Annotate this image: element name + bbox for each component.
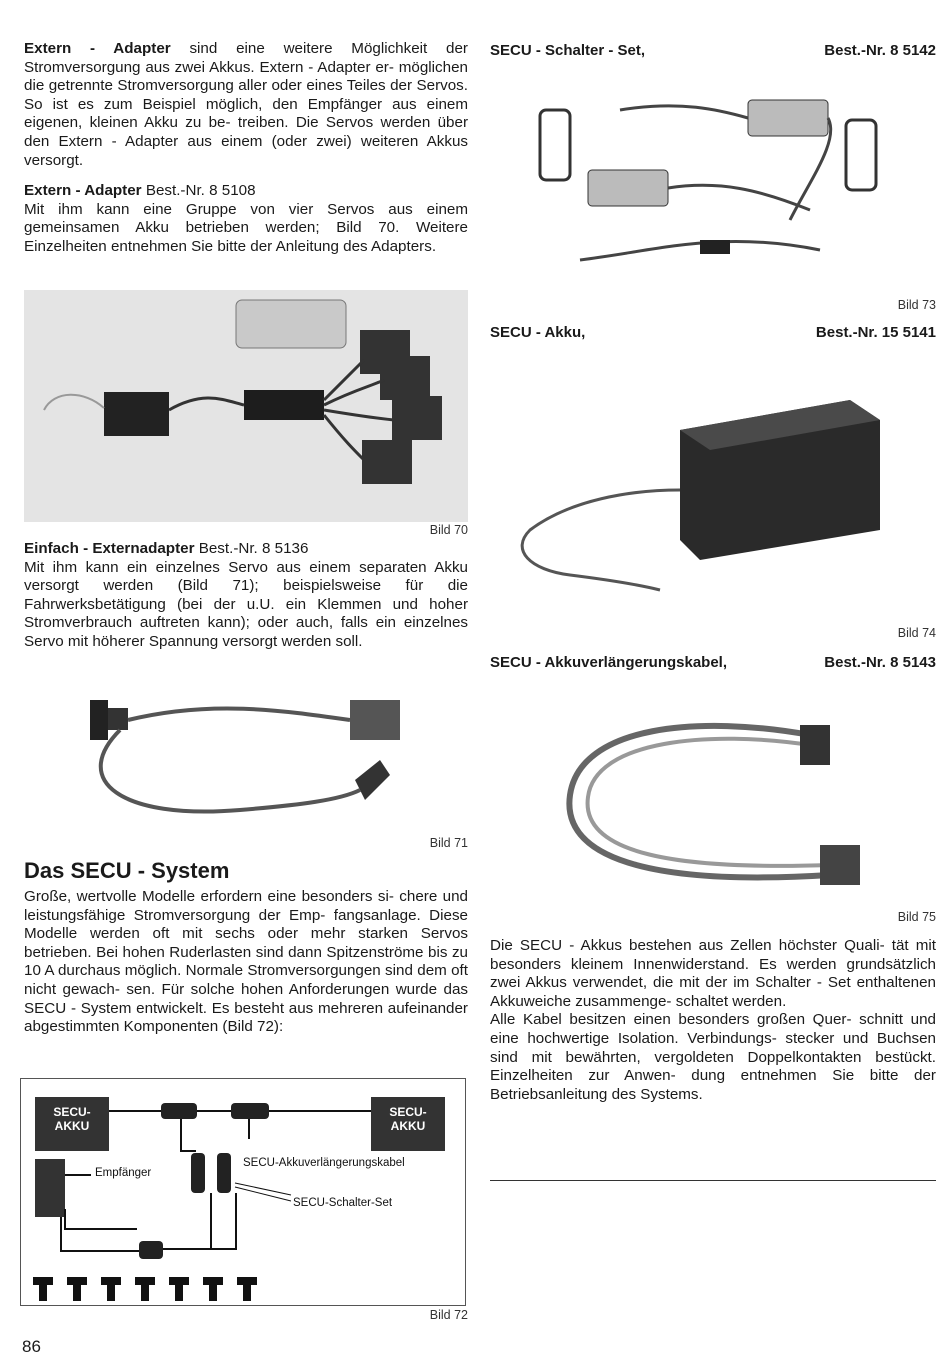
label-akkuverlaengerungskabel: SECU-Akkuverlängerungskabel — [243, 1157, 405, 1169]
caption-bild-75: Bild 75 — [897, 910, 936, 924]
photo-secu-akku — [510, 360, 930, 610]
caption-bild-73: Bild 73 — [897, 298, 936, 312]
heading-secu-akku: SECU - Akku, Best.-Nr. 15 5141 — [490, 324, 936, 341]
photo-akkuverlaengerungskabel — [550, 705, 880, 895]
term: Extern - Adapter — [24, 40, 171, 57]
extern-adapter-section: Extern - Adapter Best.-Nr. 8 5108 Mit ihm kann eine Gruppe von vier Servos aus einem gemeinsamen Akku betrieben werden; Bild 70. Weitere Einzelheiten entnehmen Sie bitte der Anleitung des Adapters. — [24, 182, 468, 255]
photo-einfach-externadapter — [60, 690, 440, 830]
caption-bild-74: Bild 74 — [897, 626, 936, 640]
section-heading: Das SECU - System — [24, 858, 230, 883]
photo-extern-adapter — [24, 290, 468, 522]
label-empfaenger: Empfänger — [95, 1167, 152, 1179]
page-number: 86 — [22, 1337, 41, 1356]
secu-system-text: Große, wertvolle Modelle erfordern eine besonders si- chere und leistungsfähige Stromversorgung der Emp- fangsanlage. Diese Modelle werden oft mit sechs oder mehr starken Servos betrieben. Bei hohen Ruderlasten sind dann Spitzenströme bis zu 10 A durchaus möglich. Normale Stromversorgungen sind dem oft nicht gewach- sen. Für solche hohen Anforderungen wurde das SECU - System entwickelt. Es besteht aus mehreren aufeinander abgestimmten Komponenten (Bild 72): — [24, 888, 468, 1036]
heading-schalter-set: SECU - Schalter - Set, Best.-Nr. 8 5142 — [490, 42, 936, 59]
secu-akku-text: Die SECU - Akkus bestehen aus Zellen höchster Quali- tät mit besonders kleinem Innenwiderstand. Es werden grundsätzlich zwei Akkus verwendet, die mit der im Schalter - Set enthaltenen Akkuweiche zusammenge- schaltet werden. Alle Kabel besitzen einen besonders großen Quer- schnitt und eine hochwertige Isolation. Verbindungs- stecker und Buchsen sind mit bewährten, vergoldeten Doppelkontakten bestückt. Einzelheiten zur Anwen- dung entnehmen Sie bitte der Betriebsanleitung des Systems. — [490, 937, 936, 1103]
einfach-externadapter-section: Einfach - Externadapter Best.-Nr. 8 5136 Mit ihm kann ein einzelnes Servo aus einem separaten Akku versorgt werden (Bild 71); beispielsweise für die Fahrwerksbetätigung (bei der u.U. ein Klemmen und hoher Stromverbrauch auftreten kann); oder auch, falls ein einzelnes Servo mit höherer Spannung versorgt werden soll. — [24, 540, 468, 650]
extern-adapter-intro: Extern - Adapter sind eine weitere Möglichkeit der Stromversorgung aus zwei Akkus. Extern - Adapter er- möglichen die getrennte Stromversorgung aller oder eines Teiles der Servos. So ist es zum Beispiel möglich, den Empfänger aus einem eigenen, kleinen Akku zu be- treiben. Die Servos werden über den Extern - Adapter aus einem (oder zwei) weiteren Akkus versorgt. — [24, 40, 468, 169]
caption-bild-71: Bild 71 — [429, 836, 468, 850]
secu-akku-box-right: SECU- AKKU — [371, 1097, 445, 1151]
label-schalter-set: SECU-Schalter-Set — [293, 1197, 393, 1209]
divider-line — [490, 1180, 936, 1181]
secu-akku-box-left: SECU- AKKU — [35, 1097, 109, 1151]
caption-bild-70: Bild 70 — [429, 523, 468, 537]
photo-schalter-set — [520, 80, 900, 290]
caption-bild-72: Bild 72 — [429, 1308, 468, 1322]
secu-system-heading-wrap — [24, 858, 468, 884]
diagram-secu-system — [20, 1078, 466, 1306]
heading-akkuverlaengerungskabel: SECU - Akkuverlängerungskabel, Best.-Nr. 8 5143 — [490, 654, 936, 671]
